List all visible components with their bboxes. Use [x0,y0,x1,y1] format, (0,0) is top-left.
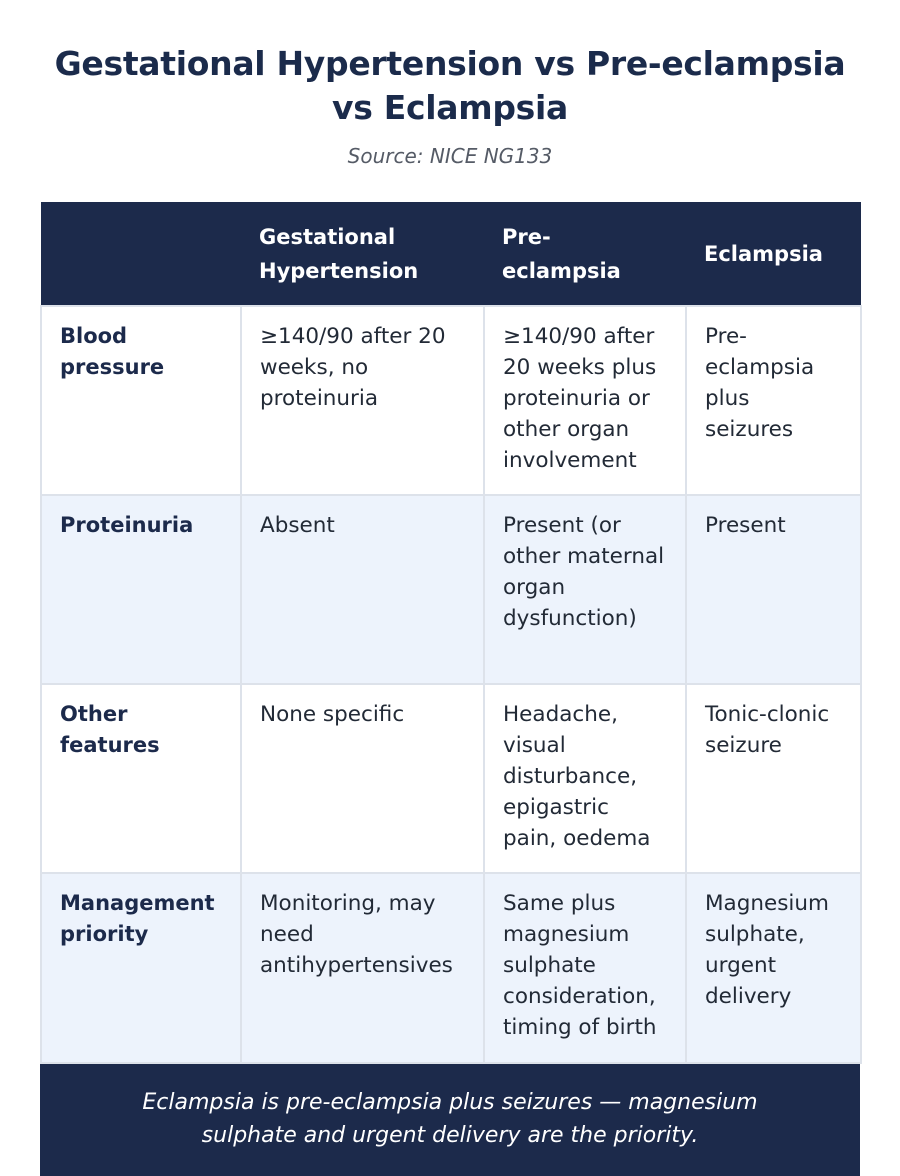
table-cell: Headache, visual disturbance, epigastric pain, oedema [484,684,686,873]
table-cell: Present [686,495,861,684]
header-eclampsia: Eclampsia [686,202,861,306]
table-cell: None specific [241,684,484,873]
row-label-proteinuria: Proteinuria [41,495,241,684]
table-cell: ≥140/90 after 20 weeks plus proteinuria or other organ involvement [484,306,686,495]
summary-footer [40,1064,860,1176]
header-gestational-hypertension: Gestational Hypertension [241,202,484,306]
table-cell: Pre-eclampsia plus seizures [686,306,861,495]
table-cell: ≥140/90 after 20 weeks, no proteinuria [241,306,484,495]
table-row [41,684,861,873]
table-cell: Monitoring, may need antihypertensives [241,873,484,1063]
row-label-blood-pressure: Blood pressure [41,306,241,495]
comparison-table [40,202,862,1064]
table-cell: Magnesium sulphate, urgent delivery [686,873,861,1063]
table-row [41,306,861,495]
table-cell: Absent [241,495,484,684]
table-cell: Same plus magnesium sulphate consideration, timing of birth [484,873,686,1063]
table-row [41,495,861,684]
row-label-management-priority: Management priority [41,873,241,1063]
table-row [41,873,861,1063]
page-title: Gestational Hypertension vs Pre-eclampsia vs Eclampsia [54,44,846,127]
table-cell: Present (or other maternal organ dysfunction) [484,495,686,684]
summary-text: Eclampsia is pre-eclampsia plus seizures — magnesium sulphate and urgent delivery are the priority. [142,1090,758,1148]
table-header-row [41,202,861,306]
header-pre-eclampsia: Pre-eclampsia [484,202,686,306]
table-cell: Tonic-clonic seizure [686,684,861,873]
row-label-other-features: Other features [41,684,241,873]
header-cell-empty [41,202,241,306]
source-caption: Source: NICE NG133 [347,144,553,168]
